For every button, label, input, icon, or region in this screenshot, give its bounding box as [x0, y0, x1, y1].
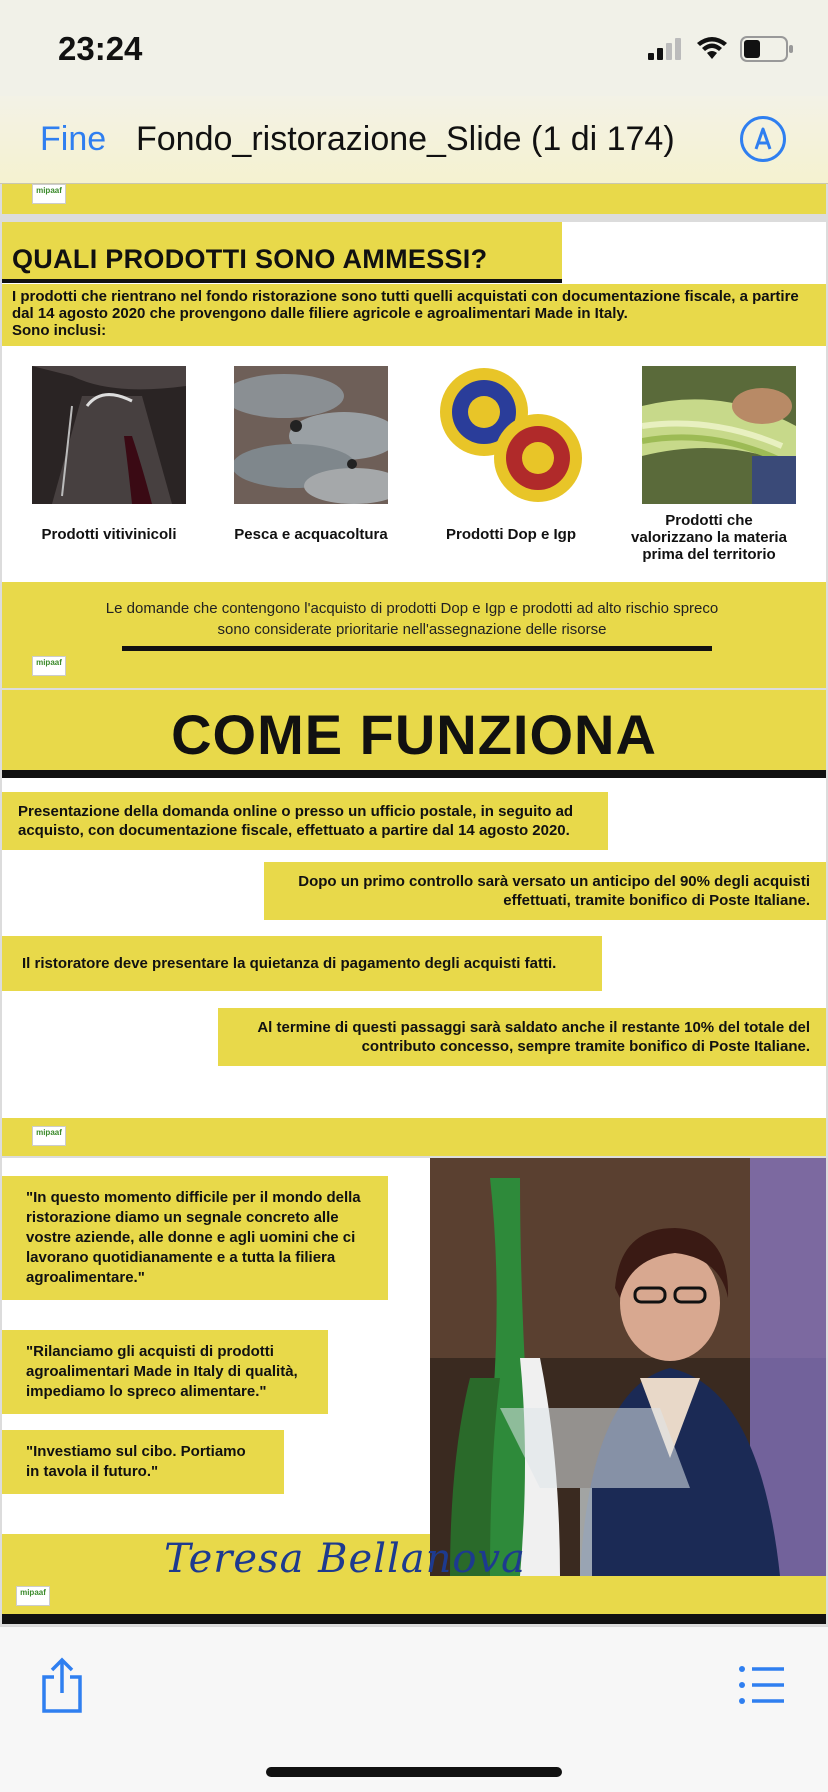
step-4: Al termine di questi passaggi sarà saldato anche il restante 10% del totale del contributo concesso, sempre tramite bonifico di Poste Italiane. — [218, 1008, 826, 1066]
markup-pen-icon — [743, 119, 783, 159]
intro-included: Sono inclusi: — [12, 322, 107, 339]
slide-prodotti-ammessi — [2, 222, 826, 688]
dop-igp-seals-image — [434, 366, 588, 504]
minister-photo — [430, 1158, 826, 1576]
bottom-toolbar — [0, 1626, 828, 1792]
mipaaf-logo: mipaaf — [32, 184, 66, 204]
quote-3: "Investiamo sul cibo. Portiamo in tavola il futuro." — [2, 1430, 284, 1494]
mipaaf-logo: mipaaf — [32, 656, 66, 676]
quote-1: "In questo momento difficile per il mondo della ristorazione diamo un segnale concreto alle vostre aziende, alle donne e agli uomini che ci lavorano quotidianamente e a tutta la filiera agroalimentare." — [2, 1176, 388, 1300]
product-label: Pesca e acquacoltura — [234, 526, 388, 543]
priority-note-text: Le domande che contengono l'acquisto di prodotti Dop e Igp e prodotti ad alto rischio spreco sono considerate prioritarie nell'assegnazione delle risorse — [105, 600, 719, 638]
vegetables-image — [642, 366, 796, 504]
status-icons — [648, 36, 794, 62]
step-2: Dopo un primo controllo sarà versato un anticipo del 90% degli acquisti effettuati, tramite bonifico di Poste Italiane. — [264, 862, 826, 920]
previous-slide-partial — [2, 184, 826, 214]
status-time: 23:24 — [58, 30, 143, 67]
share-icon[interactable] — [38, 1657, 86, 1713]
slide-bottom-border — [2, 1614, 826, 1624]
done-button[interactable]: Fine — [40, 120, 107, 158]
document-title: Fondo_ristorazione_Slide (1 di 174) — [136, 120, 675, 158]
intro-text: I prodotti che rientrano nel fondo ristorazione sono tutti quelli acquistati con documentazione fiscale, a partire dal 14 agosto 2020 che provengono dalle filiere agricole e agroalimentari Made in Italy. — [12, 288, 799, 322]
product-label: Prodotti vitivinicoli — [41, 526, 177, 543]
product-label: Prodotti Dop e Igp — [446, 526, 576, 543]
slide-footer — [2, 1118, 826, 1156]
step-1: Presentazione della domanda online o presso un ufficio postale, in seguito ad acquisto, con documentazione fiscale, effettuato a partire dal 14 agosto 2020. — [2, 792, 608, 850]
status-bar — [0, 0, 828, 96]
document-viewer[interactable] — [0, 184, 828, 1626]
navigation-bar — [0, 96, 828, 184]
battery-icon — [740, 36, 794, 62]
slide-come-funziona — [2, 690, 826, 1156]
wine-image — [32, 366, 186, 504]
mipaaf-logo: mipaaf — [16, 1586, 50, 1606]
slide-quotes — [2, 1158, 826, 1624]
markup-button[interactable] — [740, 116, 786, 162]
quote-2: "Rilanciamo gli acquisti di prodotti agroalimentari Made in Italy di qualità, impediamo lo spreco alimentare." — [2, 1330, 328, 1414]
slide-header — [2, 690, 826, 770]
mipaaf-logo: mipaaf — [32, 1126, 66, 1146]
signature: Teresa Bellanova — [164, 1536, 526, 1582]
fish-image — [234, 366, 388, 504]
signal-icon — [648, 38, 684, 60]
slide-title: QUALI PRODOTTI SONO AMMESSI? — [12, 244, 488, 274]
slide-title: COME FUNZIONA — [171, 703, 657, 766]
title-underline — [2, 279, 562, 283]
outline-list-icon[interactable] — [738, 1665, 786, 1705]
step-3: Il ristoratore deve presentare la quietanza di pagamento degli acquisti fatti. — [2, 936, 602, 991]
wifi-icon — [696, 37, 728, 61]
header-divider — [2, 770, 826, 778]
product-label: Prodotti che valorizzano la materia prima del territorio — [631, 512, 787, 563]
note-divider — [122, 646, 712, 651]
home-indicator[interactable] — [266, 1767, 562, 1777]
intro-text-box — [2, 284, 826, 346]
priority-note-box — [2, 582, 826, 688]
